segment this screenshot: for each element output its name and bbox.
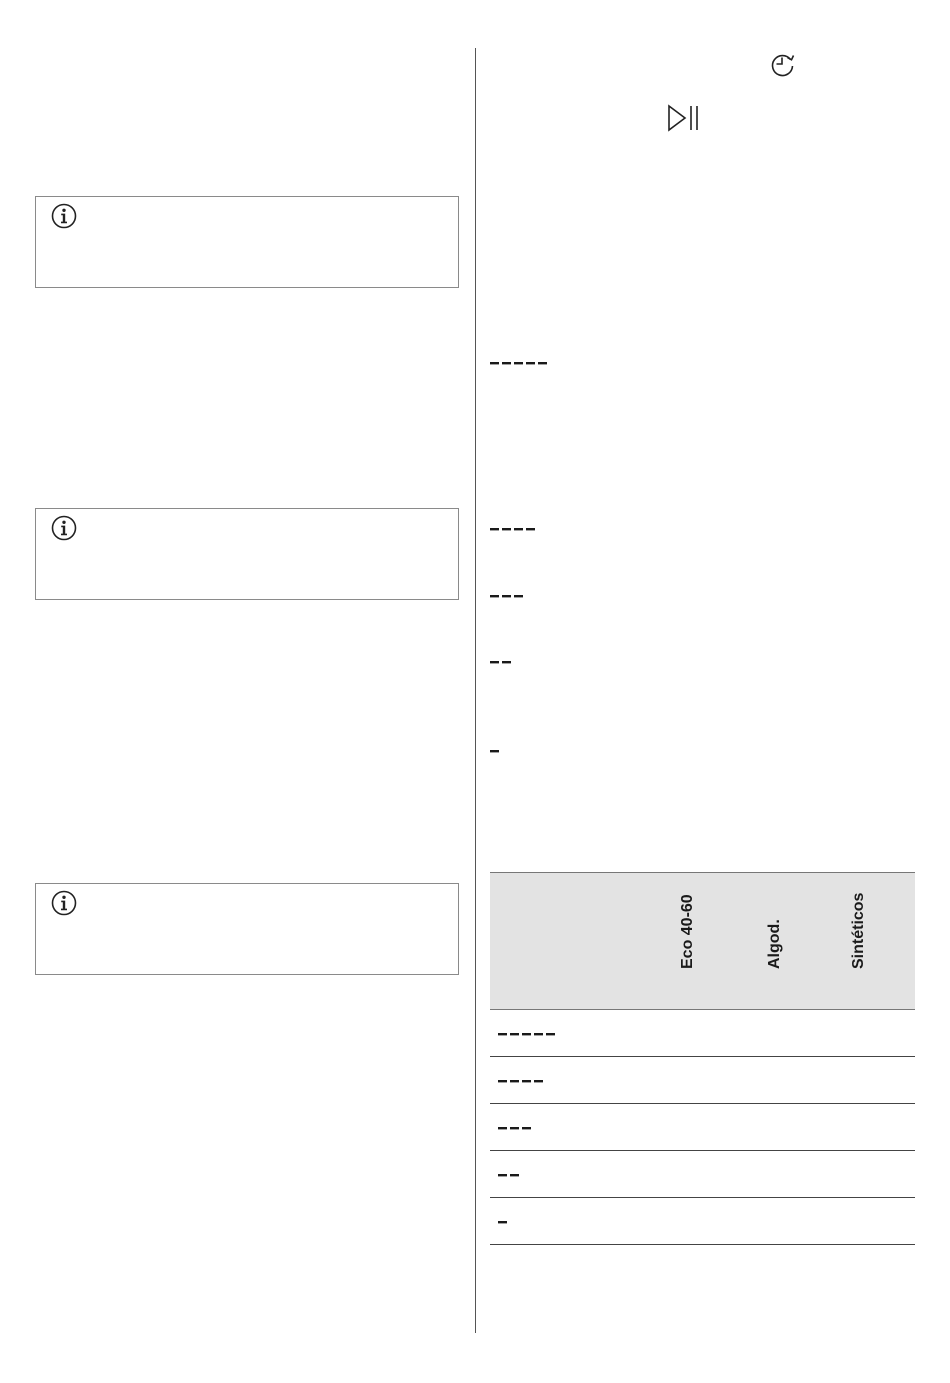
level-dash	[514, 595, 523, 597]
play-pause-icon	[667, 104, 701, 132]
program-level-table	[490, 872, 915, 1245]
level-dash	[534, 1080, 543, 1082]
level-dash	[502, 595, 511, 597]
level-dash	[534, 1033, 543, 1035]
table-row	[490, 1151, 915, 1198]
level-dash	[514, 528, 523, 530]
column-header-eco: Eco 40-60	[679, 894, 696, 969]
column-header-synthetics: Sintéticos	[850, 892, 867, 969]
level-dash	[498, 1033, 507, 1035]
info-circle-icon	[51, 515, 77, 541]
level-dash	[502, 661, 511, 663]
level-dash	[490, 362, 499, 364]
level-dash	[502, 528, 511, 530]
row-level-indicator	[498, 1027, 558, 1046]
info-note-2	[35, 508, 459, 600]
level-dash	[526, 528, 535, 530]
level-dash	[510, 1033, 519, 1035]
level-dash	[498, 1174, 507, 1176]
level-indicator-4	[490, 522, 538, 536]
level-dash	[498, 1080, 507, 1082]
column-divider	[475, 48, 476, 1333]
level-dash	[522, 1127, 531, 1129]
info-note-3	[35, 883, 459, 975]
level-dash	[490, 595, 499, 597]
info-circle-icon	[51, 203, 77, 229]
table-header	[490, 872, 915, 1010]
level-dash	[510, 1127, 519, 1129]
level-dash	[510, 1080, 519, 1082]
info-circle-icon	[51, 890, 77, 916]
level-dash	[546, 1033, 555, 1035]
clock-refresh-icon	[768, 50, 798, 78]
level-dash	[510, 1174, 519, 1176]
table-row	[490, 1198, 915, 1245]
level-indicator-1	[490, 744, 502, 758]
level-dash	[502, 362, 511, 364]
level-indicator-2	[490, 655, 514, 669]
row-level-indicator	[498, 1074, 546, 1093]
level-dash	[490, 528, 499, 530]
row-level-indicator	[498, 1121, 534, 1140]
level-dash	[498, 1221, 507, 1223]
column-header-cotton: Algod.	[766, 919, 783, 969]
table-row	[490, 1057, 915, 1104]
level-dash	[522, 1033, 531, 1035]
row-level-indicator	[498, 1215, 510, 1234]
level-dash	[514, 362, 523, 364]
table-row	[490, 1104, 915, 1151]
level-dash	[538, 362, 547, 364]
level-dash	[498, 1127, 507, 1129]
info-note-1	[35, 196, 459, 288]
table-row	[490, 1010, 915, 1057]
level-indicator-3	[490, 589, 526, 603]
level-dash	[490, 661, 499, 663]
level-dash	[490, 750, 499, 752]
level-dash	[526, 362, 535, 364]
level-indicator-5	[490, 356, 550, 370]
row-level-indicator	[498, 1168, 522, 1187]
level-dash	[522, 1080, 531, 1082]
